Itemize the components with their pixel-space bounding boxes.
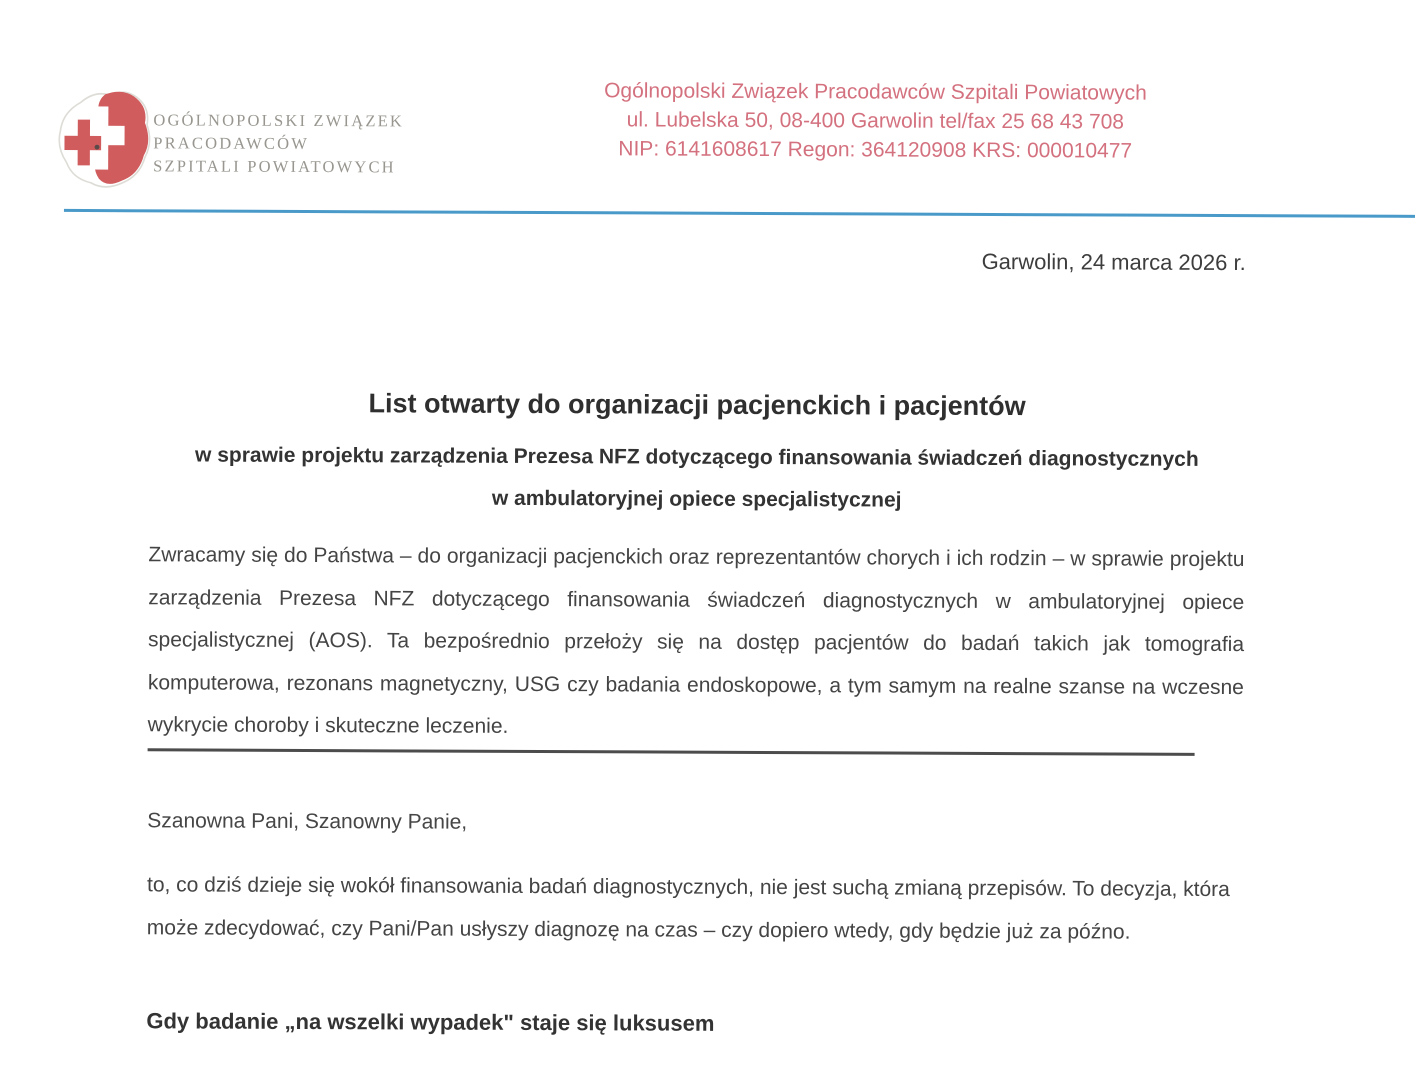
letterhead-contact-block bbox=[480, 76, 1270, 166]
poland-map-cross-logo-icon bbox=[52, 86, 164, 200]
body-paragraph: to, co dziś dzieje się wokół finansowania badań diagnostycznych, nie jest suchą zmianą przepisów. To decyzja, która może zdecydować, czy Pani/Pan usłyszy diagnozę na czas – czy dopiero wtedy, gdy będzie już za późno. bbox=[146, 873, 1230, 944]
contact-registry-numbers: NIP: 6141608617 Regon: 364120908 KRS: 000010477 bbox=[618, 137, 1133, 163]
org-name-line: SZPITALI POWIATOWYCH bbox=[153, 156, 396, 177]
letter-subtitle bbox=[149, 434, 1245, 523]
letter-subtitle-line: w ambulatoryjnej opiece specjalistycznej bbox=[491, 486, 902, 512]
date-line: Garwolin, 24 marca 2026 r. bbox=[981, 248, 1246, 276]
contact-address: ul. Lubelska 50, 08-400 Garwolin tel/fax 25 68 43 708 bbox=[626, 108, 1125, 134]
letter-title: List otwarty do organizacji pacjenckich i pacjentów bbox=[368, 388, 1026, 422]
intro-paragraph: Zwracamy się do Państwa – do organizacji pacjenckich oraz reprezentantów chorych i ich rodzin – w sprawie projektu zarządzenia Prezesa NFZ dotyczącego finansowania świadczeń diagnostycznych w ambulatoryjnej opiece specjalistycznej (AOS). Ta bezpośrednio przełoży się na dostęp pacjentów do badań takich jak tomografia komputerowa, rezonans magnetyczny, USG czy badania endoskopowe, a tym samym na realne szanse na wczesne wykrycie choroby i skuteczne leczenie. bbox=[147, 543, 1245, 738]
section-heading: Gdy badanie „na wszelki wypadek" staje się luksusem bbox=[146, 1008, 715, 1036]
letter-subtitle-line: w sprawie projektu zarządzenia Prezesa NFZ dotyczącego finansowania świadczeń diagnostycznych bbox=[195, 443, 1199, 471]
org-name-line: OGÓLNOPOLSKI ZWIĄZEK bbox=[153, 110, 405, 131]
letter-title-block bbox=[149, 383, 1246, 523]
org-name-line: PRACODAWCÓW bbox=[153, 133, 310, 153]
letterhead-separator-rule bbox=[64, 209, 1415, 217]
letterhead-org-name bbox=[153, 108, 404, 178]
contact-org-name: Ogólnopolski Związek Pracodawców Szpitali Powiatowych bbox=[604, 79, 1147, 105]
salutation: Szanowna Pani, Szanowny Panie, bbox=[147, 809, 468, 834]
